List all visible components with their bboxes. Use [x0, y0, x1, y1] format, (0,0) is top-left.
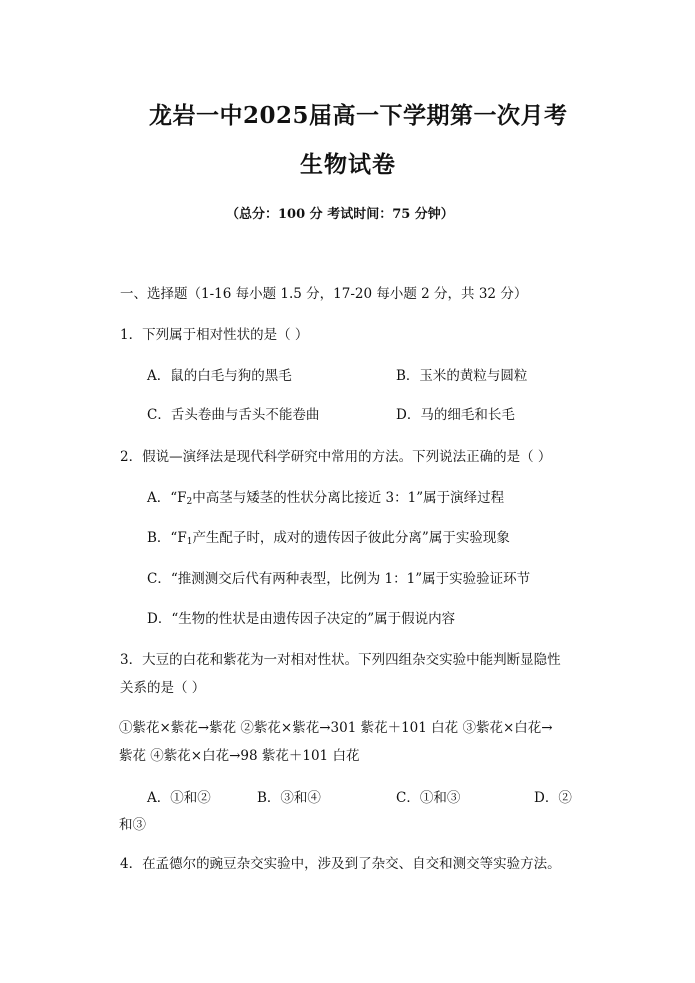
- q1-option-c: C．舌头卷曲与舌头不能卷曲: [147, 407, 320, 423]
- q2-option-a: [147, 486, 504, 507]
- q3-option-c: C．①和③: [396, 790, 461, 806]
- question-3-stem-line2: 关系的是（ ）: [120, 680, 206, 696]
- question-3-stem-line1: 3．大豆的白花和紫花为一对相对性状。下列四组杂交实验中能判断显隐性: [120, 652, 561, 668]
- q3-option-d: D．②: [534, 790, 572, 806]
- q2-option-d: D．“生物的性状是由遗传因子决定的”属于假说内容: [147, 611, 456, 627]
- q3-option-d-wrap: 和③: [119, 817, 146, 833]
- question-4-stem: 4．在孟德尔的豌豆杂交实验中，涉及到了杂交、自交和测交等实验方法。: [120, 856, 561, 872]
- exam-title: 龙岩一中2025届高一下学期第一次月考: [149, 102, 568, 129]
- q1-option-b: B．玉米的黄粒与圆粒: [396, 368, 528, 384]
- q2-option-b: [147, 526, 510, 547]
- q3-option-b: B．③和④: [257, 790, 321, 806]
- q3-crosses-line2: 紫花 ④紫花×白花→98 紫花＋101 白花: [119, 748, 360, 764]
- q3-crosses-line1: ①紫花×紫花→紫花 ②紫花×紫花→301 紫花＋101 白花 ③紫花×白花→: [119, 720, 553, 736]
- question-2-stem: 2．假说—演绎法是现代科学研究中常用的方法。下列说法正确的是（ ）: [120, 449, 552, 465]
- q2-option-c: C．“推测测交后代有两种表型，比例为 1：1”属于实验验证环节: [147, 571, 531, 587]
- q2-option-b-post: 产生配子时，成对的遗传因子彼此分离”属于实验现象: [192, 530, 510, 546]
- q2-option-b-sub: 1: [186, 537, 193, 547]
- exam-subtitle: 生物试卷: [300, 151, 396, 178]
- section-heading: 一、选择题（1-16 每小题 1.5 分，17-20 每小题 2 分，共 32 分）: [120, 286, 528, 302]
- q2-option-b-pre: B．“F: [147, 530, 187, 546]
- q2-option-a-sub: 2: [186, 497, 193, 507]
- q2-option-a-post: 中高茎与矮茎的性状分离比接近 3：1”属于演绎过程: [192, 490, 505, 506]
- question-1-stem: 1．下列属于相对性状的是（ ）: [120, 327, 309, 343]
- q1-option-a: A．鼠的白毛与狗的黑毛: [147, 368, 292, 384]
- q3-option-a: A．①和②: [147, 790, 211, 806]
- exam-meta: （总分：100 分 考试时间：75 分钟）: [226, 207, 454, 222]
- q1-option-d: D．马的细毛和长毛: [396, 407, 515, 423]
- q2-option-a-pre: A．“F: [147, 490, 187, 506]
